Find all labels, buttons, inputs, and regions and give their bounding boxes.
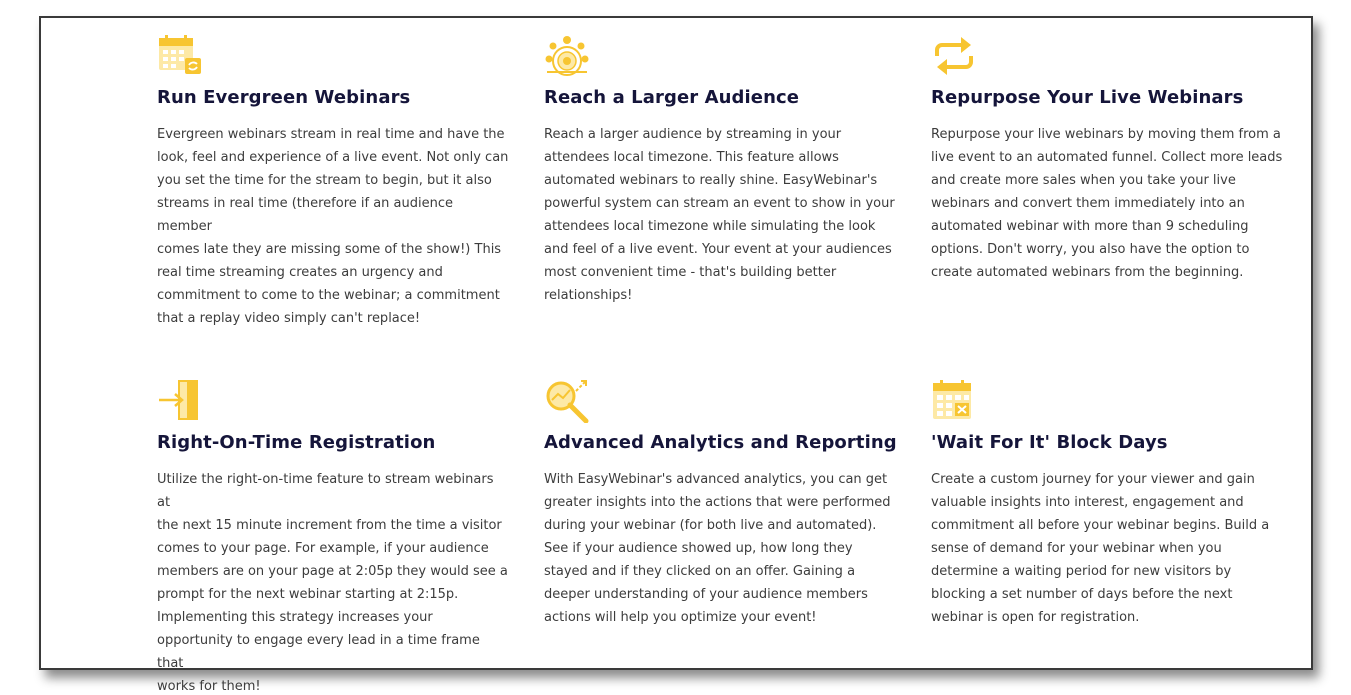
description-line: attendees local timezone while simulating the look bbox=[544, 219, 876, 234]
description-line: and create more sales when you take your live bbox=[931, 173, 1236, 188]
description-line: comes late they are missing some of the show!) This bbox=[157, 242, 502, 257]
description-line: Create a custom journey for your viewer and gain bbox=[931, 472, 1255, 487]
description-line: See if your audience showed up, how long they bbox=[544, 541, 853, 556]
feature-title: Run Evergreen Webinars bbox=[157, 87, 411, 108]
description-line: members are on your page at 2:05p they would see a bbox=[157, 564, 508, 579]
audience-target-icon bbox=[544, 34, 590, 78]
description-line: automated webinar with more than 9 scheduling bbox=[931, 219, 1249, 234]
description-line: webinars and convert them immediately into an bbox=[931, 196, 1245, 211]
description-line: real time streaming creates an urgency and bbox=[157, 265, 443, 280]
description-line: most convenient time - that's building better bbox=[544, 265, 837, 280]
feature-description bbox=[544, 123, 896, 307]
feature-title: 'Wait For It' Block Days bbox=[931, 432, 1168, 453]
description-line: create automated webinars from the beginning. bbox=[931, 265, 1244, 280]
description-line: that a replay video simply can't replace! bbox=[157, 311, 421, 326]
feature-larger-audience bbox=[544, 34, 904, 307]
feature-title: Repurpose Your Live Webinars bbox=[931, 87, 1244, 108]
description-line: Reach a larger audience by streaming in your bbox=[544, 127, 842, 142]
feature-title: Advanced Analytics and Reporting bbox=[544, 432, 897, 453]
description-line: relationships! bbox=[544, 288, 633, 303]
description-line: deeper understanding of your audience members bbox=[544, 587, 868, 602]
description-line: prompt for the next webinar starting at 2:15p. bbox=[157, 587, 459, 602]
description-line: stayed and if they clicked on an offer. Gaining a bbox=[544, 564, 856, 579]
feature-analytics bbox=[544, 379, 904, 629]
description-line: actions will help you optimize your event! bbox=[544, 610, 817, 625]
feature-description bbox=[157, 468, 509, 695]
feature-evergreen bbox=[157, 34, 517, 330]
description-line: opportunity to engage every lead in a time frame that bbox=[157, 633, 480, 671]
description-line: and feel of a live event. Your event at your audiences bbox=[544, 242, 892, 257]
description-line: automated webinars to really shine. EasyWebinar's bbox=[544, 173, 878, 188]
feature-right-on-time bbox=[157, 379, 517, 695]
description-line: sense of demand for your webinar when you bbox=[931, 541, 1222, 556]
description-line: works for them! bbox=[157, 679, 261, 694]
description-line: Implementing this strategy increases your bbox=[157, 610, 433, 625]
description-line: live event to an automated funnel. Collect more leads bbox=[931, 150, 1283, 165]
description-line: Evergreen webinars stream in real time and have the bbox=[157, 127, 505, 142]
description-line: commitment to come to the webinar; a commitment bbox=[157, 288, 500, 303]
description-line: look, feel and experience of a live event. Not only can bbox=[157, 150, 509, 165]
description-line: comes to your page. For example, if your audience bbox=[157, 541, 489, 556]
features-panel bbox=[39, 16, 1313, 694]
description-line: webinar is open for registration. bbox=[931, 610, 1140, 625]
feature-title: Reach a Larger Audience bbox=[544, 87, 800, 108]
calendar-refresh-icon bbox=[157, 34, 203, 78]
description-line: you set the time for the stream to begin, but it also bbox=[157, 173, 492, 188]
description-line: determine a waiting period for new visitors by bbox=[931, 564, 1232, 579]
description-line: streams in real time (therefore if an audience member bbox=[157, 196, 454, 234]
description-line: Utilize the right-on-time feature to stream webinars at bbox=[157, 472, 494, 510]
description-line: powerful system can stream an event to show in your bbox=[544, 196, 895, 211]
feature-description bbox=[544, 468, 896, 629]
description-line: options. Don't worry, you also have the option to bbox=[931, 242, 1250, 257]
description-line: blocking a set number of days before the next bbox=[931, 587, 1233, 602]
feature-description bbox=[157, 123, 509, 330]
door-enter-icon bbox=[157, 379, 203, 423]
description-line: With EasyWebinar's advanced analytics, you can get bbox=[544, 472, 888, 487]
analytics-magnifier-icon bbox=[544, 379, 590, 423]
description-line: during your webinar (for both live and automated). bbox=[544, 518, 877, 533]
feature-repurpose bbox=[931, 34, 1291, 284]
feature-title: Right-On-Time Registration bbox=[157, 432, 436, 453]
description-line: commitment all before your webinar begins. Build a bbox=[931, 518, 1270, 533]
description-line: the next 15 minute increment from the time a visitor bbox=[157, 518, 502, 533]
description-line: Repurpose your live webinars by moving them from a bbox=[931, 127, 1281, 142]
description-line: greater insights into the actions that were performed bbox=[544, 495, 891, 510]
feature-block-days bbox=[931, 379, 1291, 629]
feature-description bbox=[931, 123, 1283, 284]
description-line: valuable insights into interest, engagement and bbox=[931, 495, 1244, 510]
description-line: attendees local timezone. This feature allows bbox=[544, 150, 839, 165]
feature-description bbox=[931, 468, 1283, 629]
calendar-block-icon bbox=[931, 379, 977, 423]
repeat-arrows-icon bbox=[931, 34, 977, 78]
